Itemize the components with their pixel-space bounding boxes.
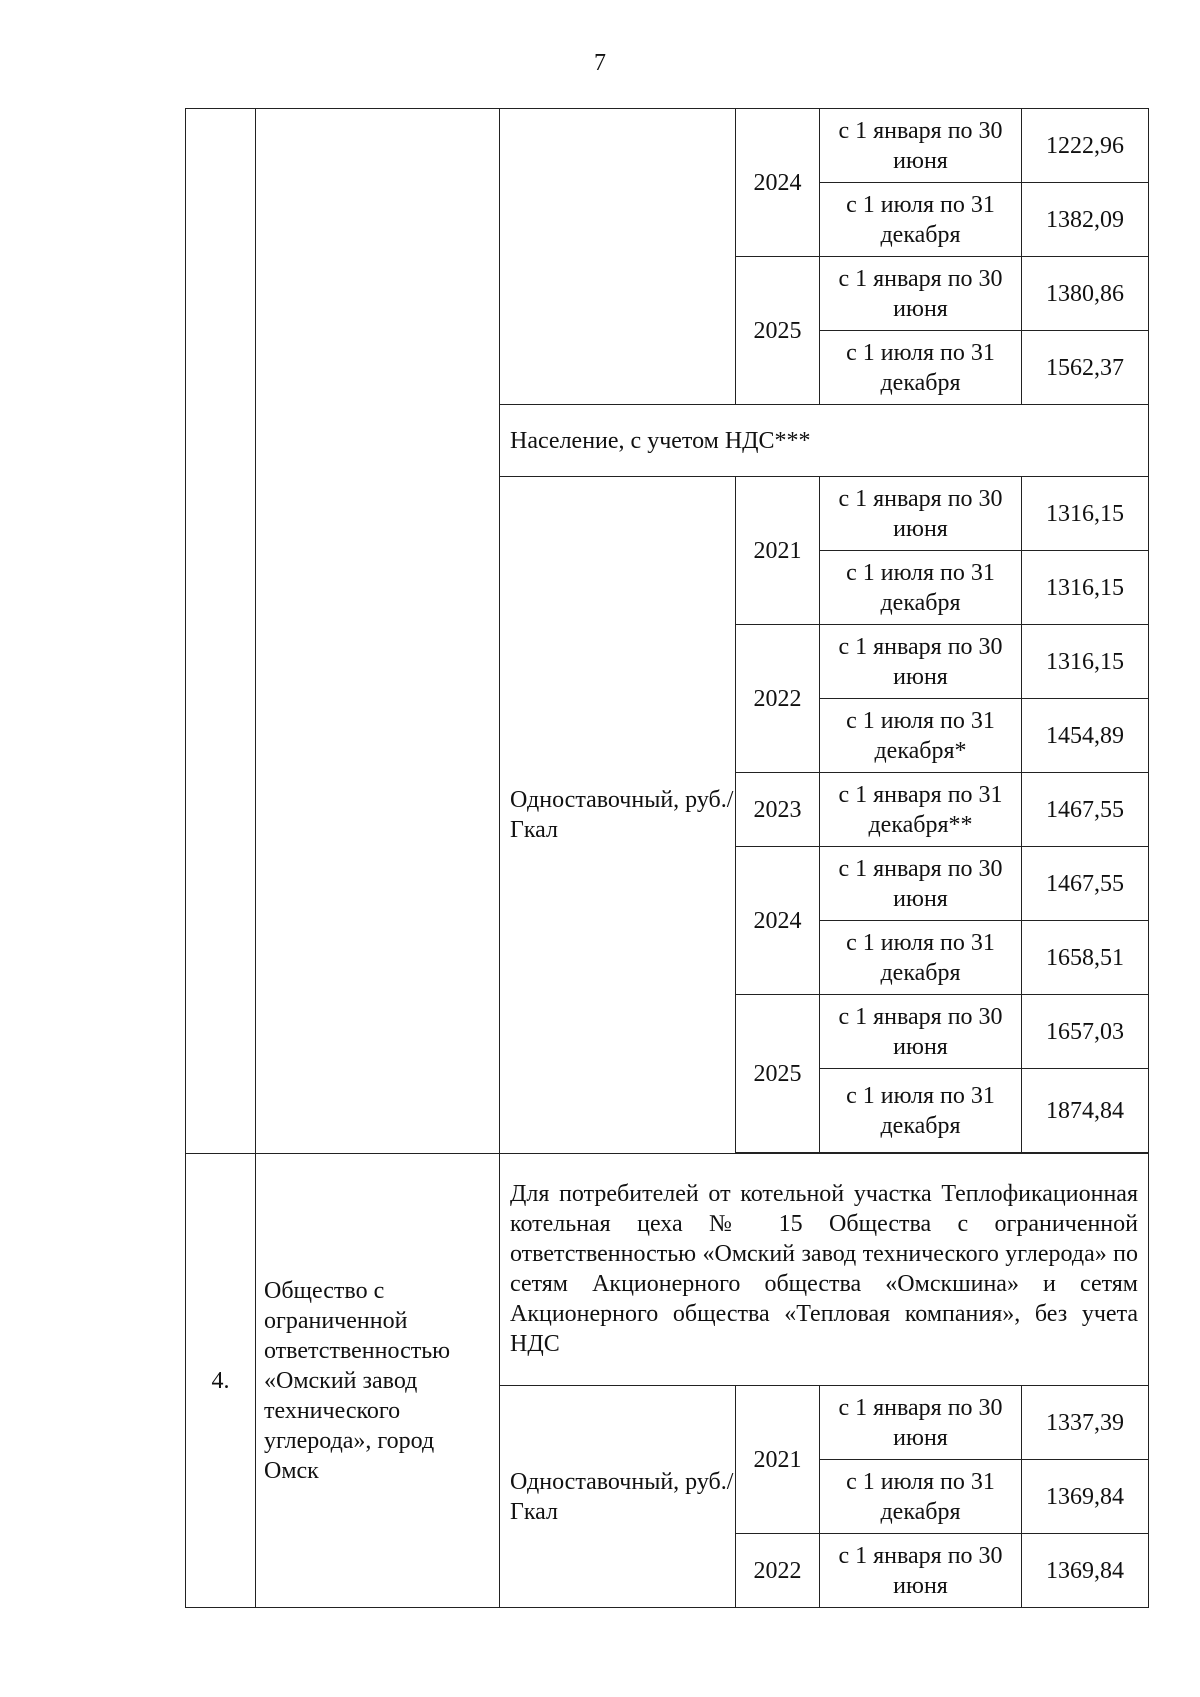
year-cell: 2024: [736, 109, 820, 257]
year-cell: 2021: [736, 477, 820, 625]
tariff-value: 1382,09: [1022, 183, 1149, 257]
period-cell: с 1 января по 30 июня: [820, 847, 1022, 921]
tariff-value: 1657,03: [1022, 995, 1149, 1069]
tariff-value: 1658,51: [1022, 921, 1149, 995]
organization-cell-empty: [256, 109, 500, 1154]
tariff-value: 1316,15: [1022, 551, 1149, 625]
period-cell: с 1 июля по 31 декабря: [820, 331, 1022, 405]
period-cell: с 1 января по 30 июня: [820, 995, 1022, 1069]
tariff-value: 1467,55: [1022, 773, 1149, 847]
period-cell: с 1 января по 30 июня: [820, 625, 1022, 699]
tariff-value: 1316,15: [1022, 477, 1149, 551]
tariff-value: 1454,89: [1022, 699, 1149, 773]
period-cell: с 1 июля по 31 декабря: [820, 1069, 1022, 1153]
population-section-header: Население, с учетом НДС***: [500, 405, 1149, 477]
tariff-value: 1222,96: [1022, 109, 1149, 183]
tariff-table: [185, 108, 1149, 1608]
period-cell: с 1 января по 30 июня: [820, 257, 1022, 331]
year-cell: 2025: [736, 257, 820, 405]
year-cell: 2025: [736, 995, 820, 1153]
tariff-value: 1316,15: [1022, 625, 1149, 699]
tariff-value: 1874,84: [1022, 1069, 1149, 1153]
period-cell: с 1 июля по 31 декабря: [820, 551, 1022, 625]
year-cell: 2022: [736, 1534, 820, 1608]
period-cell: с 1 января по 30 июня: [820, 1534, 1022, 1608]
year-cell: 2024: [736, 847, 820, 995]
period-cell: с 1 января по 31 декабря**: [820, 773, 1022, 847]
tariff-value: 1562,37: [1022, 331, 1149, 405]
page-number: 7: [594, 50, 606, 76]
consumer-description: Для потребителей от котельной участка Теплофикационная котельная цеха № 15 Общества с ограниченной ответственностью «Омский завод технического углерода» по сетям Акционерного общества «Омскшина» и сетям Акционерного общества «Тепловая компания», без учета НДС: [500, 1154, 1149, 1386]
rate-type-cell: Одноставочный, руб./Гкал: [500, 477, 736, 1154]
tariff-value: 1467,55: [1022, 847, 1149, 921]
entry-number: 4.: [186, 1154, 256, 1608]
period-cell: с 1 января по 30 июня: [820, 1386, 1022, 1460]
tariff-value: 1369,84: [1022, 1534, 1149, 1608]
period-cell: с 1 июля по 31 декабря: [820, 183, 1022, 257]
rate-type-cell: Одноставочный, руб./Гкал: [500, 1386, 736, 1608]
table-row: [186, 109, 1149, 183]
period-cell: с 1 июля по 31 декабря*: [820, 699, 1022, 773]
organization-name: Общество с ограниченной ответственностью «Омский завод технического углерода», город Омск: [256, 1154, 500, 1608]
period-cell: с 1 июля по 31 декабря: [820, 1460, 1022, 1534]
year-cell: 2023: [736, 773, 820, 847]
rate-type-cell-empty: [500, 109, 736, 405]
tariff-value: 1380,86: [1022, 257, 1149, 331]
period-cell: с 1 июля по 31 декабря: [820, 921, 1022, 995]
year-cell: 2022: [736, 625, 820, 773]
table-row: [186, 1154, 1149, 1386]
number-cell-empty: [186, 109, 256, 1154]
year-cell: 2021: [736, 1386, 820, 1534]
tariff-value: 1337,39: [1022, 1386, 1149, 1460]
period-cell: с 1 января по 30 июня: [820, 477, 1022, 551]
period-cell: с 1 января по 30 июня: [820, 109, 1022, 183]
tariff-value: 1369,84: [1022, 1460, 1149, 1534]
